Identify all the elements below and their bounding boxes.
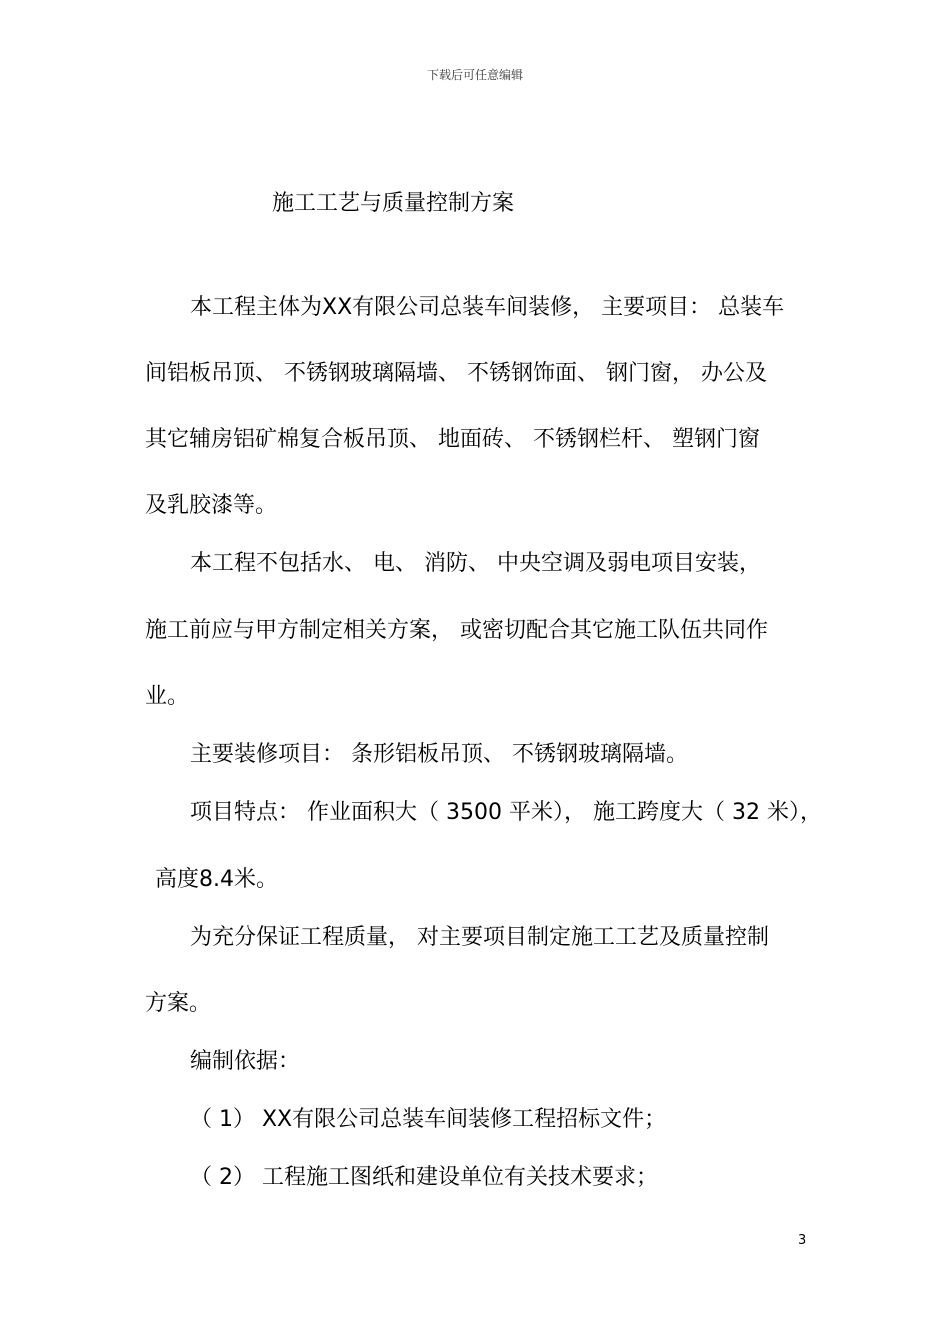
paragraph-line: 方案。	[145, 991, 212, 1016]
paragraph-line: 项目特点： 作业面积大（ 3500 平米）， 施工跨度大（ 32 米），	[190, 800, 822, 825]
paragraph-line: 主要装修项目： 条形铝板吊顶、 不锈钢玻璃隔墙。	[190, 742, 688, 767]
paragraph-line: 施工前应与甲方制定相关方案， 或密切配合其它施工队伍共同作	[145, 618, 768, 643]
paragraph-line: 本工程不包括水、 电、 消防、 中央空调及弱电项目安装，	[190, 551, 761, 576]
paragraph-line: 编制依据：	[190, 1049, 301, 1074]
paragraph-line: 高度8.4米。	[155, 867, 278, 892]
paragraph-line: 本工程主体为XX有限公司总装车间装修， 主要项目： 总装车	[190, 295, 785, 320]
paragraph-line: 及乳胶漆等。	[145, 493, 278, 518]
paragraph-line: （ 2） 工程施工图纸和建设单位有关技术要求；	[190, 1165, 658, 1190]
page-number: 3	[798, 1233, 807, 1248]
paragraph-line: 其它辅房铝矿棉复合板吊顶、 地面砖、 不锈钢栏杆、 塑钢门窗	[145, 427, 760, 452]
document-title: 施工工艺与质量控制方案	[272, 191, 515, 216]
paragraph-line: （ 1） XX有限公司总装车间装修工程招标文件；	[190, 1107, 667, 1132]
header-note: 下载后可任意编辑	[426, 68, 523, 82]
paragraph-line: 间铝板吊顶、 不锈钢玻璃隔墙、 不锈钢饰面、 钢门窗， 办公及	[145, 361, 767, 386]
paragraph-line: 业。	[145, 684, 190, 709]
paragraph-line: 为充分保证工程质量， 对主要项目制定施工工艺及质量控制	[190, 925, 769, 950]
